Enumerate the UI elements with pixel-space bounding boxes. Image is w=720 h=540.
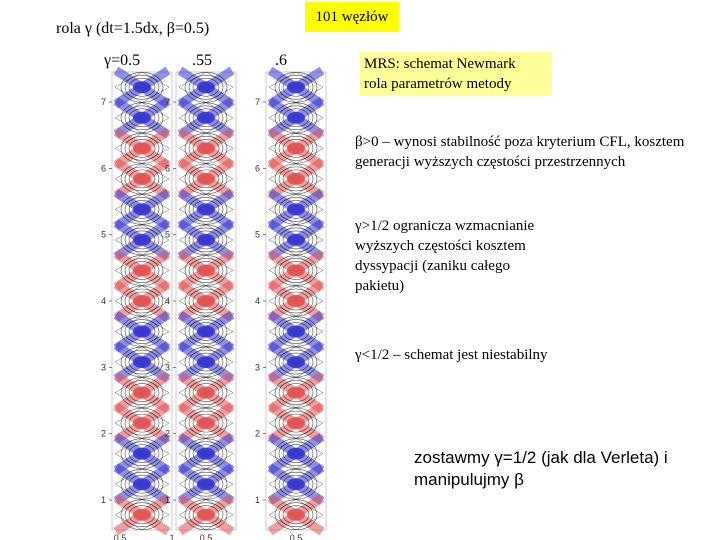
y-tick-label: 1 <box>100 495 106 505</box>
y-tick-label: 4 <box>254 296 260 306</box>
y-tick-label: 7 <box>100 97 106 107</box>
slide-title: rola γ (dt=1.5dx, β=0.5) <box>56 20 210 37</box>
y-tick-label: 3 <box>164 362 170 373</box>
y-tick-label: 5 <box>100 229 106 240</box>
contour-panel-2 <box>160 68 244 538</box>
y-tick-label: 1 <box>254 495 260 505</box>
y-tick-label: 6 <box>100 163 106 174</box>
y-tick-label: 1 <box>164 495 170 505</box>
mrs-line-1: MRS: schemat Newmark <box>364 56 516 72</box>
gamma-label-2: .55 <box>192 52 212 69</box>
gamma-label-3: .6 <box>275 52 287 69</box>
y-tick-label: 2 <box>164 428 170 439</box>
contour-panel-1 <box>68 68 175 540</box>
y-tick-label: 5 <box>254 229 260 240</box>
contour-panel-3 <box>250 68 334 538</box>
y-tick-label: 7 <box>254 97 260 107</box>
nodes-badge: 101 węzłów <box>305 2 399 32</box>
x-tick-label: 0.5 <box>289 533 303 540</box>
y-tick-label: 3 <box>254 362 260 373</box>
y-tick-label: 6 <box>254 163 260 174</box>
y-tick-label: 2 <box>100 428 106 439</box>
note-gamma-greater: γ>1/2 ogranicza wzmacnianie wyższych częstości kosztem dyssypacji (zaniku całego pakietu) <box>355 218 535 294</box>
note-gamma-less: γ<1/2 – schemat jest niestabilny <box>355 347 548 363</box>
y-tick-label: 2 <box>254 428 260 439</box>
y-tick-label: 5 <box>164 229 170 240</box>
y-tick-label: 6 <box>164 163 170 174</box>
x-tick-label: 0.5 <box>113 533 127 540</box>
mrs-box <box>360 52 552 96</box>
y-tick-label: 4 <box>100 296 106 306</box>
bottom-note: zostawmy γ=1/2 (jak dla Verleta) i manipulujmy β <box>414 448 668 489</box>
note-beta: β>0 – wynosi stabilność poza kryterium CFL, kosztem generacji wyższych częstości przestrzennych <box>355 134 685 170</box>
x-tick-label: 0.5 <box>199 533 213 540</box>
gamma-label-1: γ=0.5 <box>104 52 141 69</box>
mrs-line-2: rola parametrów metody <box>364 76 512 92</box>
y-tick-label: 7 <box>164 97 170 107</box>
y-tick-label: 3 <box>100 362 106 373</box>
y-tick-label: 4 <box>164 296 170 306</box>
x-tick-label: 1 <box>169 533 175 540</box>
